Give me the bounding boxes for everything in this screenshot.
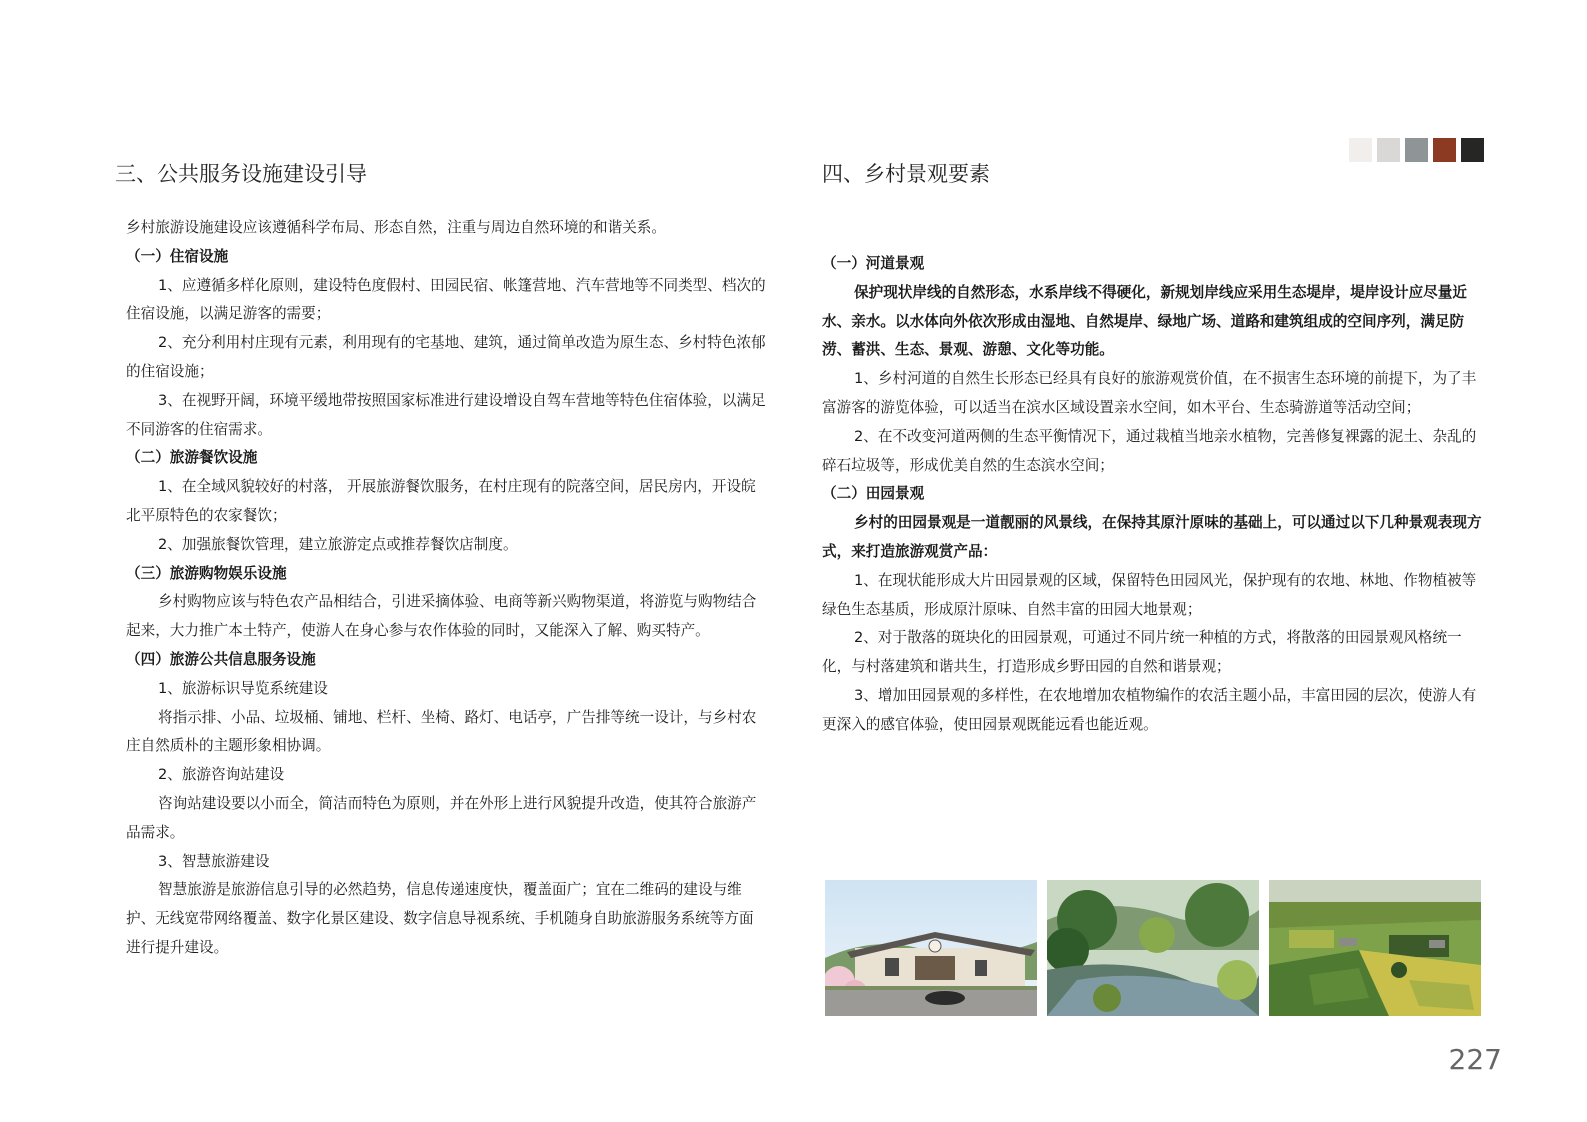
palette-swatch bbox=[1433, 138, 1456, 162]
public-facilities-body bbox=[126, 214, 766, 963]
subheading-public-info: （四）旅游公共信息服务设施 bbox=[126, 650, 316, 668]
paragraph: 将指示排、小品、垃圾桶、铺地、栏杆、坐椅、路灯、电话亭，广告排等统一设计，与乡村农庄自然质朴的主题形象相协调。 bbox=[126, 708, 757, 755]
palette-swatch bbox=[1377, 138, 1400, 162]
palette-swatch bbox=[1349, 138, 1372, 162]
paragraph: 乡村购物应该与特色农产品相结合，引进采摘体验、电商等新兴购物渠道，将游览与购物结合起来，大力推广本土特产，使游人在身心参与农作体验的同时，又能深入了解、购买特产。 bbox=[126, 593, 757, 640]
lead-paragraph: 保护现状岸线的自然形态，水系岸线不得硬化，新规划岸线应采用生态堤岸，堤岸设计应尽量近水、亲水。以水体向外依次形成由湿地、自然堤岸、绿地广场、道路和建筑组成的空间序列，满足防涝、蓄洪、生态、景观、游憩、文化等功能。 bbox=[822, 283, 1467, 359]
subheading-catering: （二）旅游餐饮设施 bbox=[126, 449, 258, 467]
section-title-public-facilities: 三、公共服务设施建设引导 bbox=[115, 162, 367, 186]
village-building-photo bbox=[825, 880, 1037, 1016]
list-item: 3、在视野开阔，环境平缓地带按照国家标准进行建设增设自驾车营地等特色住宿体验，以满足不同游客的住宿需求。 bbox=[126, 391, 766, 438]
list-item: 1、乡村河道的自然生长形态已经具有良好的旅游观赏价值，在不损害生态环境的前提下，为了丰富游客的游览体验，可以适当在滨水区域设置亲水空间，如木平台、生态骑游道等活动空间； bbox=[822, 370, 1477, 416]
landscape-body bbox=[822, 250, 1490, 740]
page-number: 227 bbox=[1448, 1043, 1502, 1076]
list-item: 2、对于散落的斑块化的田园景观，可通过不同片统一种植的方式，将散落的田园景观风格统一化，与村落建筑和谐共生，打造形成乡野田园的自然和谐景观； bbox=[822, 629, 1462, 676]
list-item: 2、在不改变河道两侧的生态平衡情况下，通过栽植当地亲水植物，完善修复裸露的泥土、杂乱的碎石垃圾等，形成优美自然的生态滨水空间； bbox=[822, 427, 1477, 474]
subheading-river-landscape: （一）河道景观 bbox=[822, 255, 925, 272]
river-landscape-photo bbox=[1047, 880, 1259, 1016]
lead-paragraph: 乡村的田园景观是一道靓丽的风景线，在保持其原汁原味的基础上，可以通过以下几种景观表现方式，来打造旅游观赏产品： bbox=[822, 514, 1482, 560]
color-palette bbox=[1349, 138, 1484, 162]
sub-item-heading: 2、旅游咨询站建设 bbox=[158, 766, 285, 784]
paragraph: 咨询站建设要以小而全，简洁而特色为原则，并在外形上进行风貌提升改造，使其符合旅游产品需求。 bbox=[126, 794, 757, 841]
sub-item-heading: 1、旅游标识导览系统建设 bbox=[158, 679, 328, 697]
list-item: 1、在全域风貌较好的村落， 开展旅游餐饮服务，在村庄现有的院落空间，居民房内，开设皖北平原特色的农家餐饮； bbox=[126, 478, 756, 524]
list-item: 1、应遵循多样化原则，建设特色度假村、田园民宿、帐篷营地、汽车营地等不同类型、档次的住宿设施，以满足游客的需要； bbox=[126, 276, 766, 323]
subheading-pastoral-landscape: （二）田园景观 bbox=[822, 485, 925, 503]
palette-swatch bbox=[1405, 138, 1428, 162]
subheading-accommodation: （一）住宿设施 bbox=[126, 247, 229, 265]
list-item: 2、充分利用村庄现有元素，利用现有的宅基地、建筑，通过简单改造为原生态、乡村特色浓郁的住宿设施； bbox=[126, 334, 766, 380]
section-title-landscape: 四、乡村景观要素 bbox=[822, 162, 990, 186]
list-item: 1、在现状能形成大片田园景观的区域，保留特色田园风光，保护现有的农地、林地、作物植被等绿色生态基质，形成原汁原味、自然丰富的田园大地景观； bbox=[822, 571, 1477, 618]
photo-strip bbox=[825, 880, 1481, 1016]
list-item: 2、加强旅餐饮管理，建立旅游定点或推荐餐饮店制度。 bbox=[158, 535, 518, 553]
list-item: 3、增加田园景观的多样性，在农地增加农植物编作的农活主题小品，丰富田园的层次，使游人有更深入的感官体验，使田园景观既能远看也能近观。 bbox=[822, 686, 1477, 733]
palette-swatch bbox=[1461, 138, 1484, 162]
subheading-shopping: （三）旅游购物娱乐设施 bbox=[126, 564, 287, 582]
sub-item-heading: 3、智慧旅游建设 bbox=[158, 852, 270, 870]
farmland-aerial-photo bbox=[1269, 880, 1481, 1016]
paragraph: 智慧旅游是旅游信息引导的必然趋势，信息传递速度快，覆盖面广；宜在二维码的建设与维护、无线宽带网络覆盖、数字化景区建设、数字信息导视系统、手机随身自助旅游服务系统等方面进行提升建设。 bbox=[126, 881, 754, 956]
intro-paragraph: 乡村旅游设施建设应该遵循科学布局、形态自然，注重与周边自然环境的和谐关系。 bbox=[126, 219, 666, 236]
